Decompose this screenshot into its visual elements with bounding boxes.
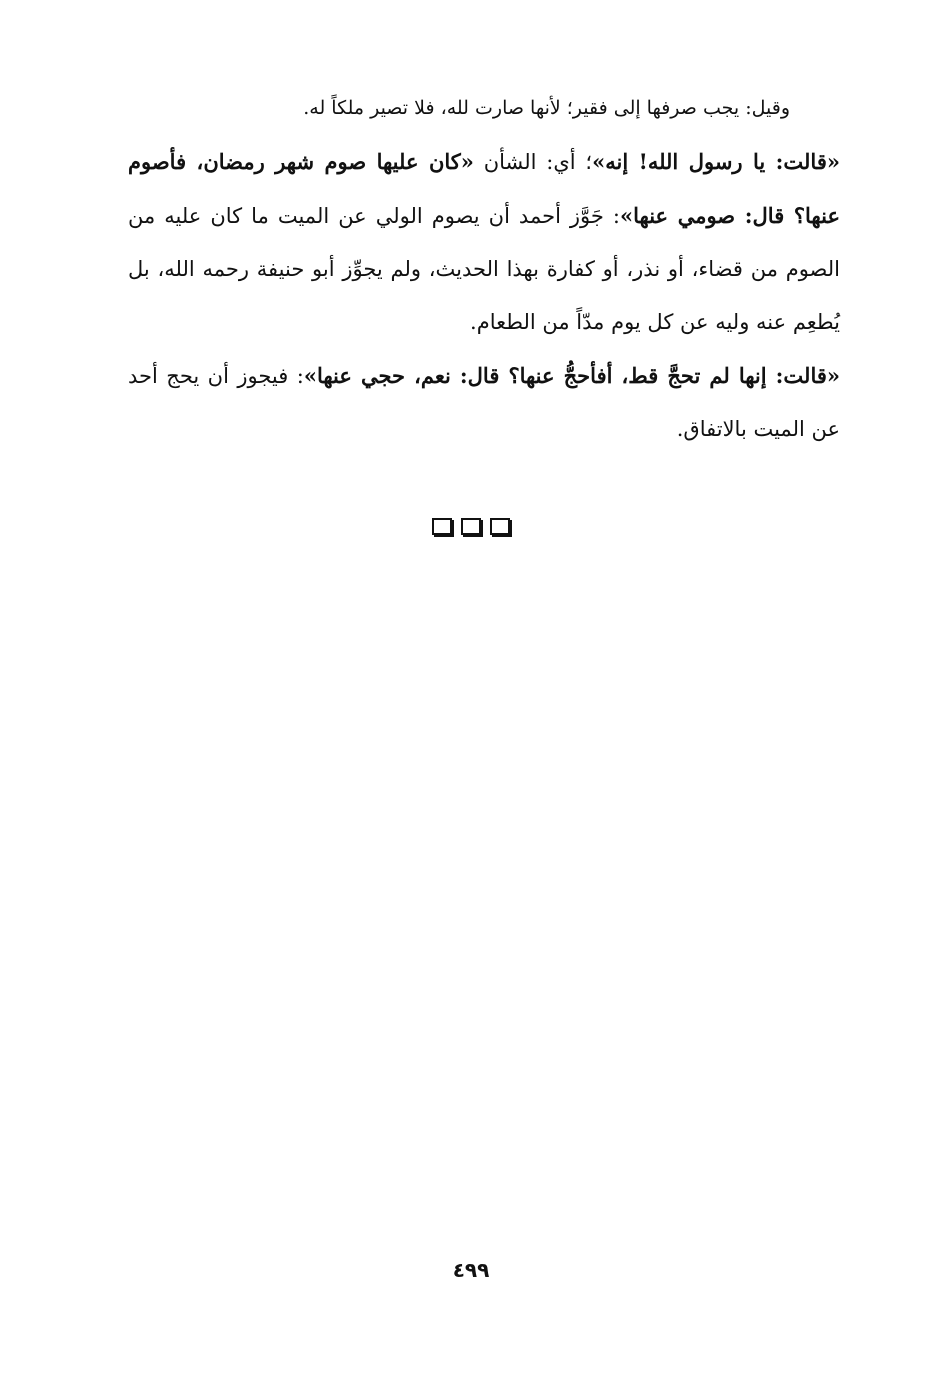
separator-box-icon: [461, 518, 481, 535]
section-separator: [0, 518, 942, 535]
paragraph-1-text: وقيل: يجب صرفها إلى فقير؛ لأنها صارت لله، فلا تصير ملكاً له.: [303, 97, 790, 119]
body-text: [128, 82, 840, 456]
commentary-text-3: : فيجوز أن يحج أحد عن الميت بالاتفاق.: [128, 364, 840, 441]
separator-box-icon: [432, 518, 452, 535]
separator-box-icon: [490, 518, 510, 535]
page-number: ٤٩٩: [452, 1258, 490, 1282]
commentary-text-1: ؛ أي: الشأن: [473, 150, 593, 174]
commentary-text-2: : جَوَّز أحمد أن يصوم الولي عن الميت ما كان عليه من الصوم من قضاء، أو نذر، أو كفارة بهذا الحديث، ولم يجوِّز أبو حنيفة رحمه الله، بل يُطعِم عنه وليه عن كل يوم مدّاً من الطعام.: [128, 204, 840, 334]
paragraph-1: [128, 82, 840, 135]
hadith-quote-2: «كان عليها صوم شهر رمضان، فأصوم عنها؟ قال: صومي عنها»: [128, 149, 840, 228]
paragraph-3: [128, 349, 840, 456]
paragraph-2: [128, 135, 840, 349]
hadith-quote-3: «قالت: إنها لم تحجَّ قط، أفأحجُّ عنها؟ قال: نعم، حجي عنها»: [303, 363, 841, 388]
hadith-quote-1: «قالت: يا رسول الله! إنه»: [592, 149, 840, 174]
